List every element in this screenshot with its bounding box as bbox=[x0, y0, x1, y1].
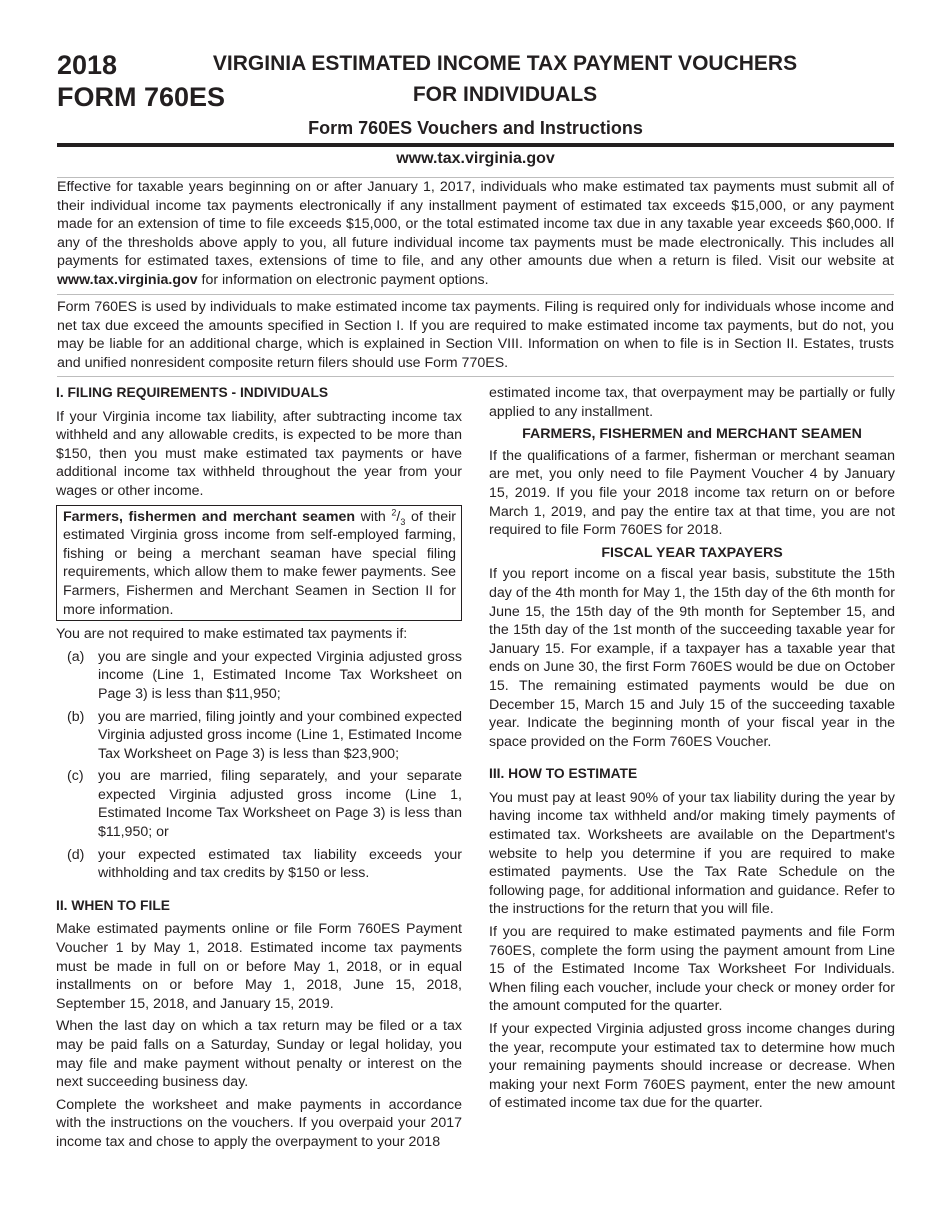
document-title-line1: VIRGINIA ESTIMATED INCOME TAX PAYMENT VOUCHERS bbox=[212, 52, 798, 75]
farmers-paragraph: If the qualifications of a farmer, fisherman or merchant seaman are met, you only need to file Payment Voucher 4 by January 15, 2019. If you file your 2018 income tax return on or before March 1, 2019, and pay the entire tax at that time, you are not required to file Form 760ES for 2018. bbox=[489, 447, 895, 539]
website-link[interactable]: www.tax.virginia.gov bbox=[396, 150, 555, 167]
not-required-intro: You are not required to make estimated tax payments if: bbox=[56, 626, 408, 643]
tax-year: 2018 bbox=[57, 50, 118, 80]
exemption-item: (b) you are married, filing jointly and your combined expected Virginia adjusted gross income (Line 1, Estimated Income Tax Worksheet on Page 3) is less than $23,900; bbox=[67, 708, 462, 762]
fiscal-year-heading: FISCAL YEAR TAXPAYERS bbox=[601, 544, 783, 561]
left-column bbox=[56, 384, 462, 1156]
exemption-item: (c) you are married, filing separately, and your separate expected Virginia adjusted gross income (Line 1, Estimated Income Tax Worksheet on Page 3) is less than $11,950; or bbox=[67, 768, 462, 841]
electronic-payment-notice: Effective for taxable years beginning on or after January 1, 2017, individuals who make estimated tax payments must submit all of their individual income tax payments electronically if any installment payment of estimated tax exceeds $15,000, or any payment made for an extension of time to file exceeds $15,000, or the total estimated income tax due in any taxable year exceeds $60,000. If any of the thresholds above apply to you, all future individual income tax payments must be made electronically. This includes all payments for estimated taxes, extensions of time to file, and any other amounts due when a return is filed. Visit our website at www.tax.virginia.gov for information on electronic payment options. bbox=[57, 179, 894, 288]
header-rule bbox=[57, 143, 894, 147]
fiscal-year-paragraph: If you report income on a fiscal year basis, substitute the 15th day of the 4th month for May 1, the 15th day of the 6th month for June 15, the 15th day of the 9th month for September 15, and the 15th day of the 1st month of the succeeding taxable year for January 15. For example, if a taxpayer has a taxable year that ends on June 30, the first Form 760ES would be due on October 15. The remaining estimated payments would be due on December 15, March 15 and July 15 of the succeeding taxable year. Indicate the beginning month of your fiscal year in the space provided on the Form 760ES Voucher. bbox=[489, 566, 895, 750]
right-column bbox=[489, 384, 895, 1117]
when-to-file-paragraph: Make estimated payments online or file Form 760ES Payment Voucher 1 by May 1, 2018. Estimated income tax payments must be made in full on or before May 1, 2018, or in equal installments on or before May 1, 2018, June 15, 2018, September 15, 2018, and January 15, 2019. bbox=[56, 921, 462, 1012]
overpayment-paragraph-continued: estimated income tax, that overpayment may be partially or fully applied to any installment. bbox=[489, 385, 895, 420]
document-subtitle: Form 760ES Vouchers and Instructions bbox=[308, 118, 643, 138]
exemption-item: (a) you are single and your expected Virginia adjusted gross income (Line 1, Estimated Income Tax Worksheet on Page 3) is less than $11,950; bbox=[67, 648, 462, 702]
how-to-estimate-paragraph: You must pay at least 90% of your tax liability during the year by having income tax withheld and/or making timely payments of estimated tax. Worksheets are available on the Department's website to help you determine if you are required to make estimated payments. Use the Tax Rate Schedule on the following page, for additional information and guidance. Refer to the instructions for the return that you will file. bbox=[489, 789, 895, 918]
divider bbox=[57, 294, 894, 295]
section-heading-filing-requirements: I. FILING REQUIREMENTS - INDIVIDUALS bbox=[56, 385, 329, 400]
filing-requirements-paragraph: If your Virginia income tax liability, after subtracting income tax withheld and any allowable credits, is expected to be more than $150, then you must make estimated tax payments or have additional income tax withheld throughout the year from your wages or other income. bbox=[56, 408, 462, 499]
divider bbox=[57, 376, 894, 377]
farmers-callout-box: Farmers, fishermen and merchant seamen with $^2/_3$ of their estimated Virginia gross income from self-employed farming, fishing or being a merchant seaman have special filing requirements, which allow them to make fewer payments. See Farmers, Fishermen and Merchant Seamen in Section II for more information. bbox=[56, 505, 462, 622]
document-title-line2: FOR INDIVIDUALS bbox=[412, 83, 598, 106]
form-number: FORM 760ES bbox=[57, 82, 226, 112]
farmers-heading: FARMERS, FISHERMEN and MERCHANT SEAMEN bbox=[522, 426, 862, 443]
section-heading-how-to-estimate: III. HOW TO ESTIMATE bbox=[489, 766, 638, 782]
inline-website-link[interactable]: www.tax.virginia.gov bbox=[57, 271, 198, 288]
section-heading-when-to-file: II. WHEN TO FILE bbox=[56, 897, 170, 913]
holiday-paragraph: When the last day on which a tax return may be filed or a tax may be paid falls on a Saturday, Sunday or legal holiday, you may file and make payment without penalty or interest on the next succeeding business day. bbox=[56, 1018, 462, 1091]
exemption-item: (d) your expected estimated tax liability exceeds your withholding and tax credits by $150 or less. bbox=[67, 846, 462, 882]
form-purpose-paragraph: Form 760ES is used by individuals to make estimated income tax payments. Filing is required only for individuals whose income and net tax due exceed the amounts specified in Section I. If you are required to make estimated income tax payments, but do not, you may be liable for an additional charge, which is explained in Section VIII. Information on when to file is in Section II. Estates, trusts and unified nonresident composite return filers should use Form 770ES. bbox=[57, 299, 894, 371]
overpayment-paragraph: Complete the worksheet and make payments in accordance with the instructions on the vouchers. If you overpaid your 2017 income tax and chose to apply the overpayment to your 2018 bbox=[56, 1096, 462, 1150]
recompute-paragraph: If your expected Virginia adjusted gross income changes during the year, recompute your estimated tax to determine how much your remaining payments should increase or decrease. When making your next Form 760ES payment, enter the new amount of estimated income tax due for the quarter. bbox=[489, 1021, 895, 1112]
payment-amount-paragraph: If you are required to make estimated payments and file Form 760ES, complete the form using the payment amount from Line 15 of the Estimated Income Tax Worksheet For Individuals. When filing each voucher, include your check or money order for the amount computed for the quarter. bbox=[489, 924, 895, 1015]
